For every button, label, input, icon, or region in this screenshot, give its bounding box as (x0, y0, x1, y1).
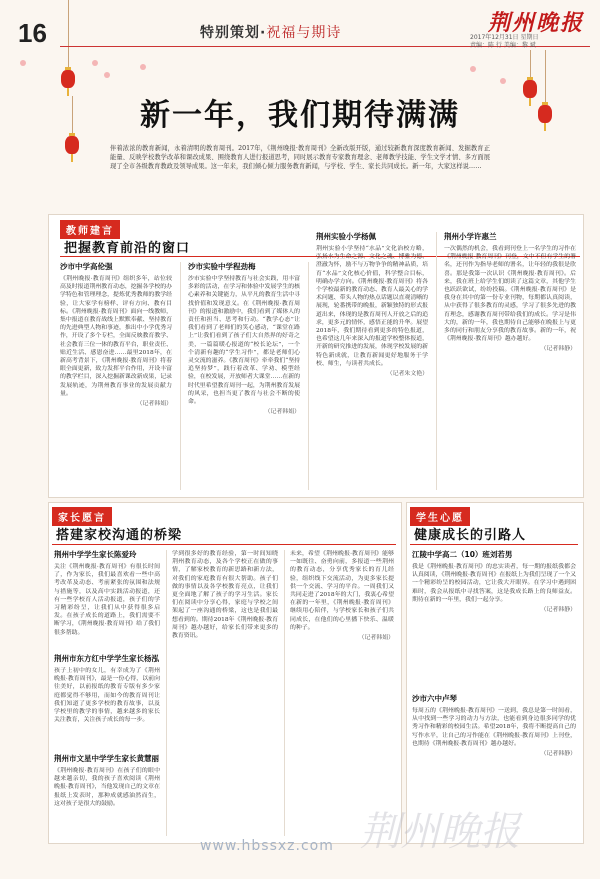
article-column (188, 262, 300, 492)
article-body: 《荆州晚报·教育周刊》组织多年，站位较高及时报道荆州教育动态，挖掘各学校的办学特色和管理理念，提炼优秀教师的教学经验，让大家学有榜样、评有方向、教有目标。《荆州晚报·教育周刊》面向一线教师，集中报道在教育战线上默默奉献、坚持教育的先进典型人物和事迹，推出中小学优秀习作，开设了多个专栏，全面反映教育教学、社会教育三位一体的教育平台，职业责任、贴近生活、感恩奋进……最里2018年，在新高考背景下，《荆州晚报·教育周刊》将着眼全面更新，致力发挥平台作用，开设丰富的教学栏目，深入挖掘新课改新成果，记录发展轨迹，为荆州教育事业的发展贡献力量。 (60, 276, 172, 397)
blossom-icon (104, 72, 110, 78)
article-credit: （记者韩静） (540, 346, 576, 353)
article-column (54, 754, 160, 838)
article-credit: （记者韩娟） (264, 409, 300, 416)
article-column (60, 262, 172, 492)
article-body: 关注《荆州晚报·教育周刊》有很长时间了，作为家长，我们最喜欢看一些中高考改革及动态、考前紧张的氛围和法规与措施等，以及高中实践活动报道，还有一些学校育人活动报道，孩子们的学习精彩纷呈，让我们从中获得很多启发。在孩子成长的道路上，我们需要不断学习，《荆州晚报·教育周刊》给了我们很多帮助。 (54, 564, 160, 636)
column-divider (436, 232, 437, 490)
article-author-head: 荆州市文星中学学生家长黄慧丽 (54, 754, 159, 763)
article-body: 每周五的《荆州晚报·教育周刊》一送到，我总是第一时间看，从中找到一些学习的动力与方法，也能看到身边很多同学的优秀习作和精彩的校园生活。希望2018年，我将不断提高自己的写作水平，让自己的习作能在《荆州晚报·教育周刊》上刊登，也期待《荆州晚报·教育周刊》越办越好。 (412, 708, 576, 747)
article-body: 未来，希望《荆州晚报·教育周刊》能够一如既往、奋勇向前，多报道一些荆州的教育动态，分享优秀家长的育儿经验，组织线下交流活动，为更多家长提供一个交流、学习的平台。一周我们又共同走进了2018年的大门，我衷心希望在新的一年里，《荆州晚报·教育周刊》继续用心陪伴，与学校家长和孩子们共同成长，在他们的心里播下快乐、温暖的种子。 (290, 551, 394, 631)
article-body: 荆州实验小学坚持“水品”文化治校方略，弘扬水为生命之源、文化之魂、博雅为德、澄澈为怀，励不与万物争争的精神品质，培育“水品”文化核心价值，科学整合目标，明确办学方向。《荆州晚报·教育周刊》将各个学校最新的教育动态、教育人最关心的学术问题、带头人物的热点话题以直观清晰的展现，轮番携带的晚报，新颖独特的形式报道出来，体现的是教育周刊人开放之后的追求，更多元的情怀，感悟正能的升华。展望2018年，我们期待看到更多的特色报道，也希望这几年来深入的报道学校整体报道，开新的研究推进的发展，体现学校发展的新特色新成就，让教育新闻更好地服务于学校、师生，与读者共成长。 (316, 246, 428, 367)
article-column (54, 654, 160, 750)
column-divider (166, 550, 167, 836)
article-column (172, 550, 278, 838)
panel-underline (52, 544, 396, 545)
article-body: 学到很多好的教育经验，第一时间知晓荆州教育动态，及各个学校正在做的事情，了解家校教育的新思路和新方法，对我们的家庭教育有很大帮助。孩子们做的事情以及各学校教育亮点，让我们更全面地了解了孩子的学习生活。家长们在阅读中分享心得，家庭与学校之间架起了一座沟通的桥梁，这也是我们最想看到的。期待2018年《荆州晚报·教育周刊》越办越好，给家长们带来更多的教育资讯。 (172, 551, 278, 640)
column-divider (180, 262, 181, 490)
article-author-head: 荆州实验小学杨佩 (316, 232, 376, 241)
article-body: 《荆州晚报·教育周刊》在孩子们的眼中越来越亲切，我的孩子喜欢阅读《荆州晚报·教育周刊》，当他发现自己的文章在报纸上发表时，那种成就感油然而生，这对孩子是很大的鼓励。 (54, 768, 160, 807)
masthead-logo: 荆州晚报 (488, 10, 585, 36)
article-column (412, 550, 576, 688)
section-subtitle: 祝福与期诗 (266, 25, 342, 41)
section-tag: 教师建言 (60, 220, 120, 239)
article-column (290, 550, 394, 838)
blossom-icon (140, 64, 146, 70)
blossom-icon (20, 60, 26, 66)
lantern-string (68, 0, 69, 70)
page-headline: 新一年，我们期待满满 (140, 98, 460, 133)
article-author-head: 荆州小学许惠兰 (444, 232, 497, 241)
article-body: 孩子上初中的女儿，有幸成为了《荆州晚报·教育周刊》，最是一份心得，以前向往美好，以前报纸的教育专版有多少家庭都觉得不够用，而如今的教育周刊让我们知道了更多学校的教育故事，以及学校里的教学的事情，越来越多的家长关注教育，关注孩子成长的每一步。 (54, 668, 160, 724)
article-body: 沙市实验中学坚持教育与社会实践，用丰富多彩的活动，在学习和体验中发展学生的核心素养和关键能力，从平凡的教育生活中寻找价值和发现意义。在《荆州晚报·教育周刊》的报道和激励中，我们看到了媒体人的责任和担当、思考和行动。“教学心态”让我们看到了老师们的笑心感动，“课堂在路上”让我们看到了孩子们大自然界的好奇之美，一篇篇暖心报道的“校长论坛”，一个个清新有趣的“学生习作”，都是老师们心灵交流的滋养。《教育周刊》牵牵我们“坚持追坚持梦”，践行着改革、学劝、模型经验，在校发展，开放师者大课堂……在新的时代里希望教育周刊一起，为荆州教育发展的风采，也担当更了教育与社会不断的使命。 (188, 276, 300, 406)
column-divider (284, 550, 285, 836)
section-tag: 家长愿言 (52, 507, 112, 526)
page-number: 16 (18, 18, 47, 48)
section-name: 特别策划· (200, 25, 267, 41)
blossom-icon (470, 66, 476, 72)
panel-title: 搭建家校沟通的桥梁 (56, 528, 183, 543)
section-title (200, 22, 341, 42)
article-author-head: 江陵中学高二（10）班刘若男 (412, 550, 513, 559)
article-author-head: 沙市实验中学程劲梅 (188, 262, 256, 271)
article-credit: （记者韩静） (540, 607, 576, 614)
lantern-string (530, 50, 531, 80)
article-body: 一次偶然的机会，我看到刊登上一名学生的习作在《荆州晚报·教育周刊》刊登，文中不但有学生的署名，还刊作为指导老师的署名，让年轻的我很是欣喜。那是我第一次认识《荆州晚报·教育周刊》。后来，我在班上给学生们朗读了这篇文章，其他学生也跃跃欲试，纷纷投稿。《荆州晚报·教育周刊》是我身在其中的第一份专业刊物，每期都认真阅读，从中获得了很多教育的灵感，学习了很多先进的教育理念，感谢教育周刊带给我们的成长。学习是伟大的，新的一年，我也期待自己能够在晚报上与更多的同行和朋友分享我的教育故事。新的一年，祝《荆州晚报·教育周刊》越办越好。 (444, 246, 576, 343)
article-column (444, 232, 576, 492)
article-author-head: 沙市六中卢琴 (412, 694, 457, 703)
section-tag: 学生心愿 (410, 507, 470, 526)
lantern-icon (61, 70, 75, 88)
column-divider (308, 262, 309, 490)
article-credit: （记者韩娟） (136, 401, 172, 408)
watermark-logo: 荆州晚报 (360, 809, 520, 855)
article-credit: （记者韩娟） (358, 635, 394, 642)
issue-info: 2017年12月31日 星期日 责编：陈 行 美编：黎 斌 (470, 34, 539, 49)
panel-underline (410, 544, 578, 545)
article-credit: （记者韩静） (540, 751, 576, 758)
article-author-head: 荆州中学学生家长陈爱玲 (54, 550, 137, 559)
panel-title: 健康成长的引路人 (414, 528, 527, 543)
article-column (54, 550, 160, 650)
article-author-head: 沙市中学高伦强 (60, 262, 113, 271)
blossom-icon (500, 78, 506, 84)
blossom-icon (92, 60, 98, 66)
lead-paragraph: 伴着浓浓的教育新闻，永着清明的教育周刊。2017年，《荆州晚报·教育周刊》全新改版开版，通过较新教育深度教育新闻、发掘教育正能量、反映学校教学改革和课改成果、围绕教育人进行报道思考，同时展示教育专家教育理念、老师教学技能、学生文学才情、多方面展现了全市各级教育教政及领导成果。这一年来，我们倾心倾力服务教育新闻，与学校、学生、家长共同成长。新一年，大家这样说…… (110, 145, 490, 170)
lantern-icon (65, 136, 79, 154)
article-column (316, 232, 428, 492)
article-author-head: 荆州市东方红中学学生家长杨泓 (54, 654, 159, 663)
article-credit: （记者朱文艳） (386, 371, 428, 378)
panel-title: 把握教育前沿的窗口 (64, 241, 191, 256)
watermark-url: www.hbssxz.com (200, 838, 334, 854)
article-body: 我是《荆州晚报·教育周刊》的忠实读者，每一期的报纸我都会认真阅读，《荆州晚报·教育周刊》在报纸上为我们呈现了一个又一个精彩纷呈的校园活动，它让我大开眼界。在学习中遇到困难时，我会从报纸中寻找答案，这是我成长路上的良师益友。期待在新的一年里，我们一起分享。 (412, 564, 576, 603)
